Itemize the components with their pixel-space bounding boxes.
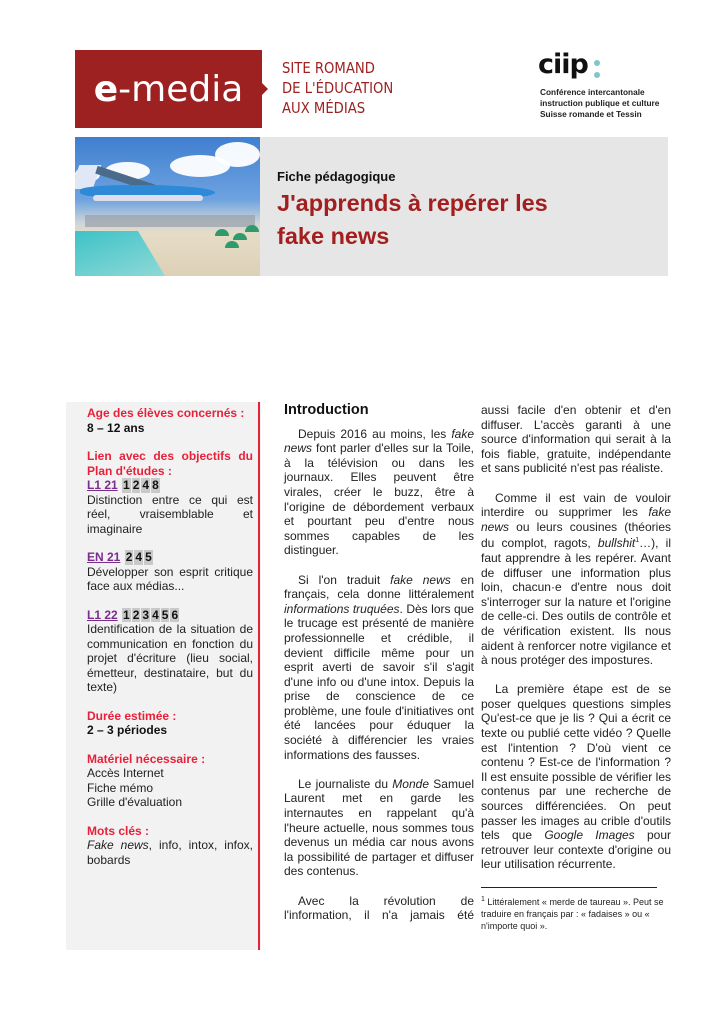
beach-airplane-photo xyxy=(75,137,260,276)
objective-number: 8 xyxy=(152,478,159,492)
objectives-heading: Lien avec des objectifs du Plan d'études : xyxy=(87,449,253,478)
objective-item xyxy=(87,478,253,536)
section-heading: Introduction xyxy=(284,402,369,418)
paragraph: Le journaliste du Monde Samuel Laurent met en garde les internautes en rappelant qu'à l'heure actuelle, nous sommes tous devenus un média car nous avons la possibilité de partager et diffuser des contenus. xyxy=(284,776,474,879)
title-line: J'apprends à repérer les xyxy=(277,190,548,216)
objective-code-link[interactable]: L1 21 xyxy=(87,478,118,492)
tagline-line: AUX MÉDIAS xyxy=(282,99,366,117)
e-media-logo xyxy=(75,50,262,128)
article-column-2 xyxy=(481,403,671,932)
material-item: Grille d'évaluation xyxy=(87,795,183,809)
ciip-wordmark: ciip xyxy=(538,49,588,80)
ciip-line: Conférence intercantonale xyxy=(540,87,645,97)
sidebar-content xyxy=(87,406,253,867)
objective-code-link[interactable]: EN 21 xyxy=(87,550,121,564)
objective-number: 3 xyxy=(142,607,150,622)
page-title xyxy=(277,187,548,253)
material-item: Accès Internet xyxy=(87,766,164,780)
footnote xyxy=(481,894,671,932)
footnote-ref[interactable]: 1 xyxy=(635,537,640,545)
objective-number: 2 xyxy=(132,607,140,622)
duration-value: 2 – 3 périodes xyxy=(87,723,168,737)
ciip-subtitle xyxy=(540,87,659,120)
paragraph: Comme il est vain de vouloir interdire ou supprimer les fake news ou leurs cousines (théories du complot, ragots, bullshit$^1$…), il faut apprendre à les repérer. Avant de diffuser une information plus loin, chacun·e d'entre nous doit s'interroger sur la nature et l'origine de celle-ci. Des outils de contrôle et de vérification existent. Ils nous aident à renforcer notre vigilance et à nous protéger des impostures. xyxy=(481,490,672,668)
logo-media: -media xyxy=(118,68,244,110)
objective-number: 4 xyxy=(142,478,150,492)
objective-number: 4 xyxy=(152,607,159,622)
objective-number: 2 xyxy=(132,478,140,492)
logo-arrow-icon xyxy=(262,83,268,95)
objective-number: 5 xyxy=(145,550,152,564)
ciip-logo xyxy=(538,50,600,84)
objective-code-link[interactable]: L1 22 xyxy=(87,607,118,622)
title-banner xyxy=(75,137,668,276)
objective-number: 1 xyxy=(123,478,130,492)
ciip-line: Suisse romande et Tessin xyxy=(540,109,642,119)
paragraph: La première étape est de se poser quelques questions simples Qu'est-ce que je lis ? Qui a écrit ce texte ou publié cette vidéo ? Quelle est l'intention ? D'où vient ce contenu ? Est-ce de l'information ? Il est ensuite possible de vérifier les contenus par une recherche de sources différenciées. On peut passer les images au crible d'outils tels que Google Images pour retrouver leur contexte d'origine ou leur utilisation récurrente. xyxy=(481,682,671,872)
material-item: Fiche mémo xyxy=(87,780,154,795)
objective-number: 4 xyxy=(135,550,143,564)
objective-item xyxy=(87,550,253,594)
sidebar-divider xyxy=(258,402,260,950)
age-value: 8 – 12 ans xyxy=(87,420,145,435)
keywords-heading: Mots clés : xyxy=(87,823,150,838)
objective-number: 5 xyxy=(161,607,169,622)
objective-description: Distinction entre ce qui est réel, vraisemblable et imaginaire xyxy=(87,492,253,536)
title-line: fake news xyxy=(277,223,390,249)
paragraph: Si l'on traduit fake news en français, cela donne littéralement informations truquées. Dès lors que le trucage est présenté de manière professionnelle et crédible, il devient difficile même pour un esprit averti de savoir s'il s'agit d'une info ou d'une intox. Depuis la prise de conscience de ce problème, une foule d'initiatives ont été lancées pour éduquer la société à différencier les vraies informations des fausses. xyxy=(284,572,475,762)
duration-heading: Durée estimée : xyxy=(87,708,177,723)
article-column-1 xyxy=(284,403,474,937)
logo-e: e xyxy=(93,68,119,110)
tagline-line: SITE ROMAND xyxy=(282,59,375,77)
keyword-italic: Fake news xyxy=(87,838,149,852)
footnote-text: Littéralement « merde de taureau ». Peut se traduire en français par : « fadaises » ou « n'importe quoi ». xyxy=(481,896,664,931)
objective-number: 2 xyxy=(125,550,133,564)
materials-heading: Matériel nécessaire : xyxy=(87,751,206,766)
objective-number: 1 xyxy=(123,607,130,622)
objective-number: 6 xyxy=(171,607,179,622)
paragraph: Depuis 2016 au moins, les fake news font parler d'elles sur la Toile, à la télévision ou dans les journaux. Elles peuvent être virales, créer le buzz, être à l'origine de débordement verbaux et pourtant peu d'entre nous sommes capables de les distinguer. xyxy=(284,426,474,558)
footnote-divider xyxy=(481,887,657,888)
brand-tagline xyxy=(282,58,393,118)
paragraph: Avec la révolution de l'information, il n'a jamais été xyxy=(284,893,474,923)
age-heading: Age des élèves concernés : xyxy=(87,406,245,420)
keywords-value xyxy=(87,838,253,867)
objective-description: Développer son esprit critique face aux médias... xyxy=(87,564,253,593)
ciip-colon-icon xyxy=(594,60,600,84)
ciip-line: instruction publique et culture xyxy=(540,98,660,108)
footnote-marker: 1 xyxy=(481,895,485,903)
keyword-rest: , info, intox, infox, bobards xyxy=(87,838,253,867)
tagline-line: DE L'ÉDUCATION xyxy=(282,79,394,97)
objective-description: Identification de la situation de communication en fonction du projet d'écriture (lieu social, émetteur, destinataire, but du texte) xyxy=(87,622,253,694)
paragraph: aussi facile d'en obtenir et d'en diffuser. L'accès garanti à une source d'information qui serait à la fois fiable, gratuite, indépendante et sans publicité n'est pas réaliste. xyxy=(481,403,671,476)
document-type-label: Fiche pédagogique xyxy=(277,169,396,184)
objective-item xyxy=(87,608,253,695)
